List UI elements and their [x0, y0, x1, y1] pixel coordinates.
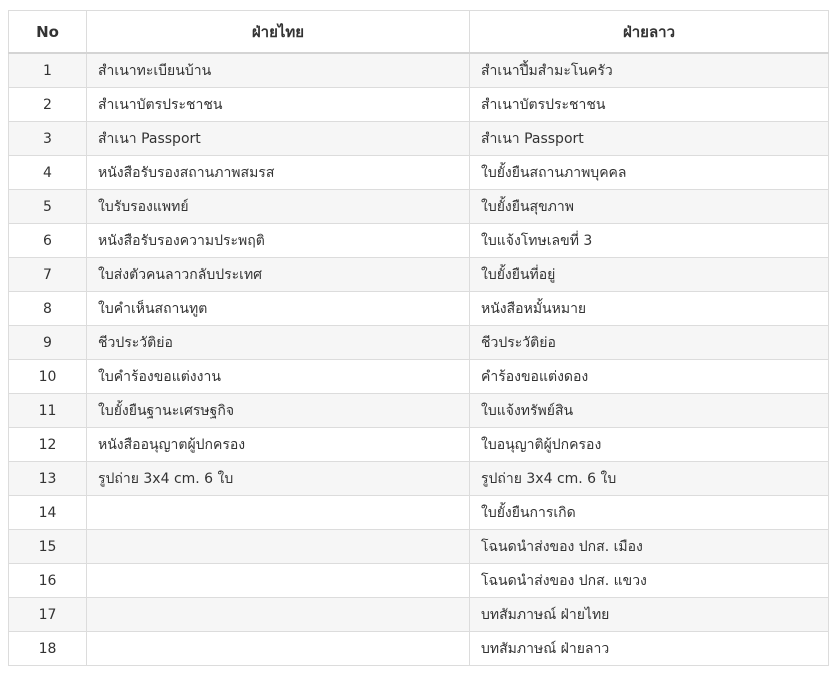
table-row: [9, 122, 829, 156]
row-number: 9: [9, 326, 87, 360]
table-row: [9, 564, 829, 598]
lao-document: สำเนาบัตรประชาชน: [470, 88, 829, 122]
header-lao-side: ฝ่ายลาว: [470, 11, 829, 54]
header-thai-side: ฝ่ายไทย: [87, 11, 470, 54]
thai-document: ใบคำร้องขอแต่งงาน: [87, 360, 470, 394]
table-row: [9, 462, 829, 496]
table-row: [9, 156, 829, 190]
table-row: [9, 428, 829, 462]
thai-document: [87, 564, 470, 598]
lao-document: ใบยั้งยืนการเกิด: [470, 496, 829, 530]
thai-document: ชีวประวัติย่อ: [87, 326, 470, 360]
table-row: [9, 292, 829, 326]
lao-document: บทสัมภาษณ์ ฝ่ายลาว: [470, 632, 829, 666]
thai-document: สำเนาทะเบียนบ้าน: [87, 53, 470, 88]
row-number: 8: [9, 292, 87, 326]
lao-document: ใบแจ้งโทษเลขที่ 3: [470, 224, 829, 258]
thai-document: หนังสืออนุญาตผู้ปกครอง: [87, 428, 470, 462]
lao-document: โฉนดนำส่งของ ปกส. แขวง: [470, 564, 829, 598]
header-no: No: [9, 11, 87, 54]
header-row: [9, 11, 829, 54]
row-number: 4: [9, 156, 87, 190]
lao-document: ใบยั้งยืนสุขภาพ: [470, 190, 829, 224]
row-number: 5: [9, 190, 87, 224]
documents-table-container: [8, 10, 828, 666]
table-header: [9, 11, 829, 54]
row-number: 15: [9, 530, 87, 564]
thai-document: รูปถ่าย 3x4 cm. 6 ใบ: [87, 462, 470, 496]
thai-document: [87, 598, 470, 632]
row-number: 18: [9, 632, 87, 666]
table-row: [9, 360, 829, 394]
row-number: 17: [9, 598, 87, 632]
table-row: [9, 530, 829, 564]
table-row: [9, 258, 829, 292]
lao-document: รูปถ่าย 3x4 cm. 6 ใบ: [470, 462, 829, 496]
documents-table: [8, 10, 829, 666]
row-number: 12: [9, 428, 87, 462]
thai-document: หนังสือรับรองความประพฤติ: [87, 224, 470, 258]
lao-document: สำเนา Passport: [470, 122, 829, 156]
lao-document: ชีวประวัติย่อ: [470, 326, 829, 360]
row-number: 6: [9, 224, 87, 258]
thai-document: ใบยั้งยืนฐานะเศรษฐกิจ: [87, 394, 470, 428]
row-number: 10: [9, 360, 87, 394]
thai-document: [87, 632, 470, 666]
lao-document: คำร้องขอแต่งดอง: [470, 360, 829, 394]
row-number: 11: [9, 394, 87, 428]
table-row: [9, 190, 829, 224]
thai-document: ใบรับรองแพทย์: [87, 190, 470, 224]
table-row: [9, 224, 829, 258]
table-body: [9, 53, 829, 666]
table-row: [9, 53, 829, 88]
row-number: 16: [9, 564, 87, 598]
thai-document: สำเนาบัตรประชาชน: [87, 88, 470, 122]
table-row: [9, 326, 829, 360]
table-row: [9, 394, 829, 428]
row-number: 13: [9, 462, 87, 496]
row-number: 14: [9, 496, 87, 530]
lao-document: ใบยั้งยืนที่อยู่: [470, 258, 829, 292]
lao-document: สำเนาปึ้มสำมะโนครัว: [470, 53, 829, 88]
table-row: [9, 496, 829, 530]
lao-document: ใบแจ้งทรัพย์สิน: [470, 394, 829, 428]
thai-document: [87, 530, 470, 564]
lao-document: ใบอนุญาติผู้ปกครอง: [470, 428, 829, 462]
lao-document: ใบยั้งยืนสถานภาพบุคคล: [470, 156, 829, 190]
thai-document: [87, 496, 470, 530]
lao-document: บทสัมภาษณ์ ฝ่ายไทย: [470, 598, 829, 632]
lao-document: โฉนดนำส่งของ ปกส. เมือง: [470, 530, 829, 564]
thai-document: สำเนา Passport: [87, 122, 470, 156]
table-row: [9, 598, 829, 632]
thai-document: หนังสือรับรองสถานภาพสมรส: [87, 156, 470, 190]
thai-document: ใบคำเห็นสถานทูต: [87, 292, 470, 326]
table-row: [9, 632, 829, 666]
lao-document: หนังสือหมั้นหมาย: [470, 292, 829, 326]
row-number: 2: [9, 88, 87, 122]
row-number: 1: [9, 53, 87, 88]
row-number: 7: [9, 258, 87, 292]
thai-document: ใบส่งตัวคนลาวกลับประเทศ: [87, 258, 470, 292]
table-row: [9, 88, 829, 122]
row-number: 3: [9, 122, 87, 156]
